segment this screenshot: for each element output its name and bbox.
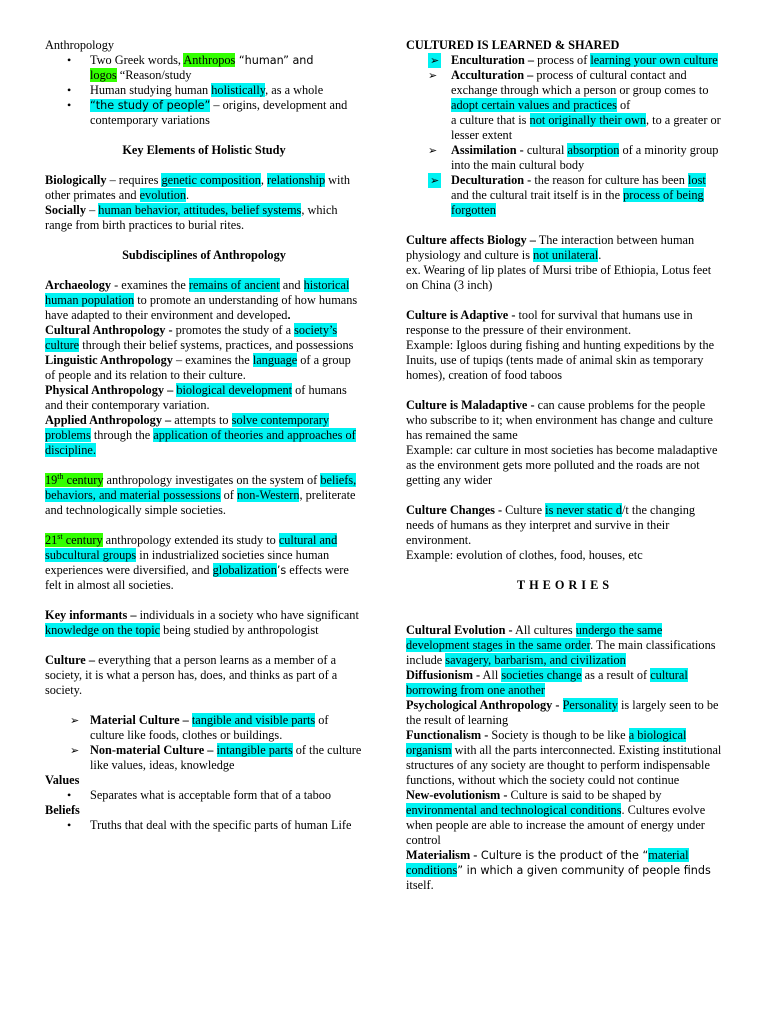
twenty-first-century-paragraph: 21st century anthropology extended its study to cultural and subcultural groups in industrialized societies since human experiences were diversified, and globalization’s effects were felt in almost all societies. (45, 531, 349, 592)
list-item: • Separates what is acceptable form that of a taboo (45, 788, 363, 803)
functionalism-paragraph: Functionalism - Society is though to be like a biological organism with all the parts interconnected. Existing institutional structures of any society are thought to perform indispensable functions, without which the society could not continue (406, 728, 722, 787)
arrow-bullet-icon: ➢ (428, 144, 438, 157)
list-item: ➢ Deculturation - the reason for culture has been lost and the cultural trait itself is in the process of being forgotten (430, 173, 706, 217)
list-item: ➢ Acculturation – process of cultural contact and exchange through which a person or group comes to adopt certain values and practices of a culture that is not originally their own, to a greater or lesser extent (428, 68, 721, 142)
biology-example: ex. Wearing of lip plates of Mursi tribe of Ethiopia, Lotus feet on China (3 inch) (406, 263, 712, 292)
linguistic-anthropology-paragraph: Linguistic Anthropology – examines the language of a group of people and its relation to their culture. (45, 353, 351, 382)
right-column (406, 38, 724, 893)
arrow-bullet-icon: ➢ (430, 174, 440, 187)
list-item: ➢ Material Culture – tangible and visible parts of culture like foods, clothes or buildings. (70, 713, 329, 742)
subdisciplines-heading: Subdisciplines of Anthropology (122, 248, 286, 262)
list-item: • Two Greek words, Anthropos “human” and logos “Reason/study (45, 53, 363, 83)
cultural-anthropology-paragraph: Cultural Anthropology - promotes the study of a society’s culture through their belief systems, practices, and possessions (45, 323, 354, 352)
list-item: ➢ Enculturation – process of learning your own culture (430, 53, 718, 67)
list-item: • Truths that deal with the specific parts of human Life (45, 818, 363, 833)
values-heading: Values (45, 773, 80, 787)
materialism-paragraph: Materialism - Culture is the product of the “material conditions” in which a given community of people finds itself. (406, 848, 711, 892)
theories-heading: THEORIES (516, 578, 614, 592)
archaeology-paragraph: Archaeology - examines the remains of ancient and historical human population to promote an understanding of how humans have adapted to their environment and developed. (45, 278, 358, 322)
new-evolutionism-paragraph: New-evolutionism - Culture is said to be shaped by environmental and technological conditions. Cultures evolve when people are able to increase the amount of energy under control (406, 788, 706, 847)
adaptive-example: Example: Igloos during fishing and hunting expeditions by the Inuits, use of tupiqs (tents made of animal skin as temporary homes), creation of food taboos (406, 338, 715, 382)
list-item: • Human studying human holistically, as a whole (45, 83, 363, 98)
cultural-evolution-paragraph: Cultural Evolution - All cultures undergo the same development stages in the same order. The main classifications include savagery, barbarism, and civilization (406, 623, 716, 667)
learned-shared-heading: CULTURED IS LEARNED & SHARED (406, 38, 620, 52)
list-item: ➢ Non-material Culture – intangible parts of the culture like values, ideas, knowledge (70, 743, 362, 772)
beliefs-heading: Beliefs (45, 803, 80, 817)
anthropology-bullets (45, 53, 363, 128)
culture-types-list (45, 713, 363, 773)
biologically-paragraph: Biologically – requires genetic composition, relationship with other primates and evolution. (45, 173, 351, 202)
arrow-bullet-icon: ➢ (70, 744, 80, 757)
arrow-bullet-icon: ➢ (428, 69, 438, 82)
arrow-bullet-icon: ➢ (430, 54, 440, 67)
applied-anthropology-paragraph: Applied Anthropology – attempts to solve contemporary problems through the application of theories and approaches of discipline. (45, 413, 356, 457)
culture-process-list (406, 53, 724, 218)
anthropology-title: Anthropology (45, 38, 114, 52)
physical-anthropology-paragraph: Physical Anthropology – biological development of humans and their contemporary variation. (45, 383, 347, 412)
culture-adaptive-paragraph: Culture is Adaptive - tool for survival that humans use in response to the pressure of their environment. (406, 308, 693, 337)
culture-definition-paragraph: Culture – everything that a person learns as a member of a society, it is what a person has, does, and thinks as part of a society. (45, 653, 338, 697)
culture-affects-biology-paragraph: Culture affects Biology – The interaction between human physiology and culture is not unilateral. (406, 233, 695, 262)
key-informants-paragraph: Key informants – individuals in a society who have significant knowledge on the topic being studied by anthropologist (45, 608, 359, 637)
list-item: • “the study of people” – origins, development and contemporary variations (45, 98, 363, 128)
socially-paragraph: Socially – human behavior, attitudes, belief systems, which range from birth practices to burial rites. (45, 203, 338, 232)
culture-maladaptive-paragraph: Culture is Maladaptive - can cause problems for the people who subscribe to it; when environment has change and culture has remained the same (406, 398, 713, 442)
psychological-anthropology-paragraph: Psychological Anthropology - Personality is largely seen to be the result of learning (406, 698, 719, 727)
key-elements-heading: Key Elements of Holistic Study (122, 143, 286, 157)
left-column (45, 38, 363, 833)
changes-example: Example: evolution of clothes, food, houses, etc (406, 548, 643, 562)
maladaptive-example: Example: car culture in most societies has become maladaptive as the environment gets more polluted and the roads are not getting any wider (406, 443, 718, 487)
diffusionism-paragraph: Diffusionism - All societies change as a result of cultural borrowing from one another (406, 668, 688, 697)
beliefs-list (45, 818, 363, 833)
culture-changes-paragraph: Culture Changes - Culture is never static d/t the changing needs of humans as they interpret and survive in their environment. (406, 503, 696, 547)
arrow-bullet-icon: ➢ (70, 714, 80, 727)
list-item: ➢ Assimilation - cultural absorption of a minority group into the main cultural body (428, 143, 719, 172)
nineteenth-century-paragraph: 19th century anthropology investigates on the system of beliefs, behaviors, and material possessions of non-Western, preliterate and technologically simple societies. (45, 471, 357, 517)
values-list (45, 788, 363, 803)
